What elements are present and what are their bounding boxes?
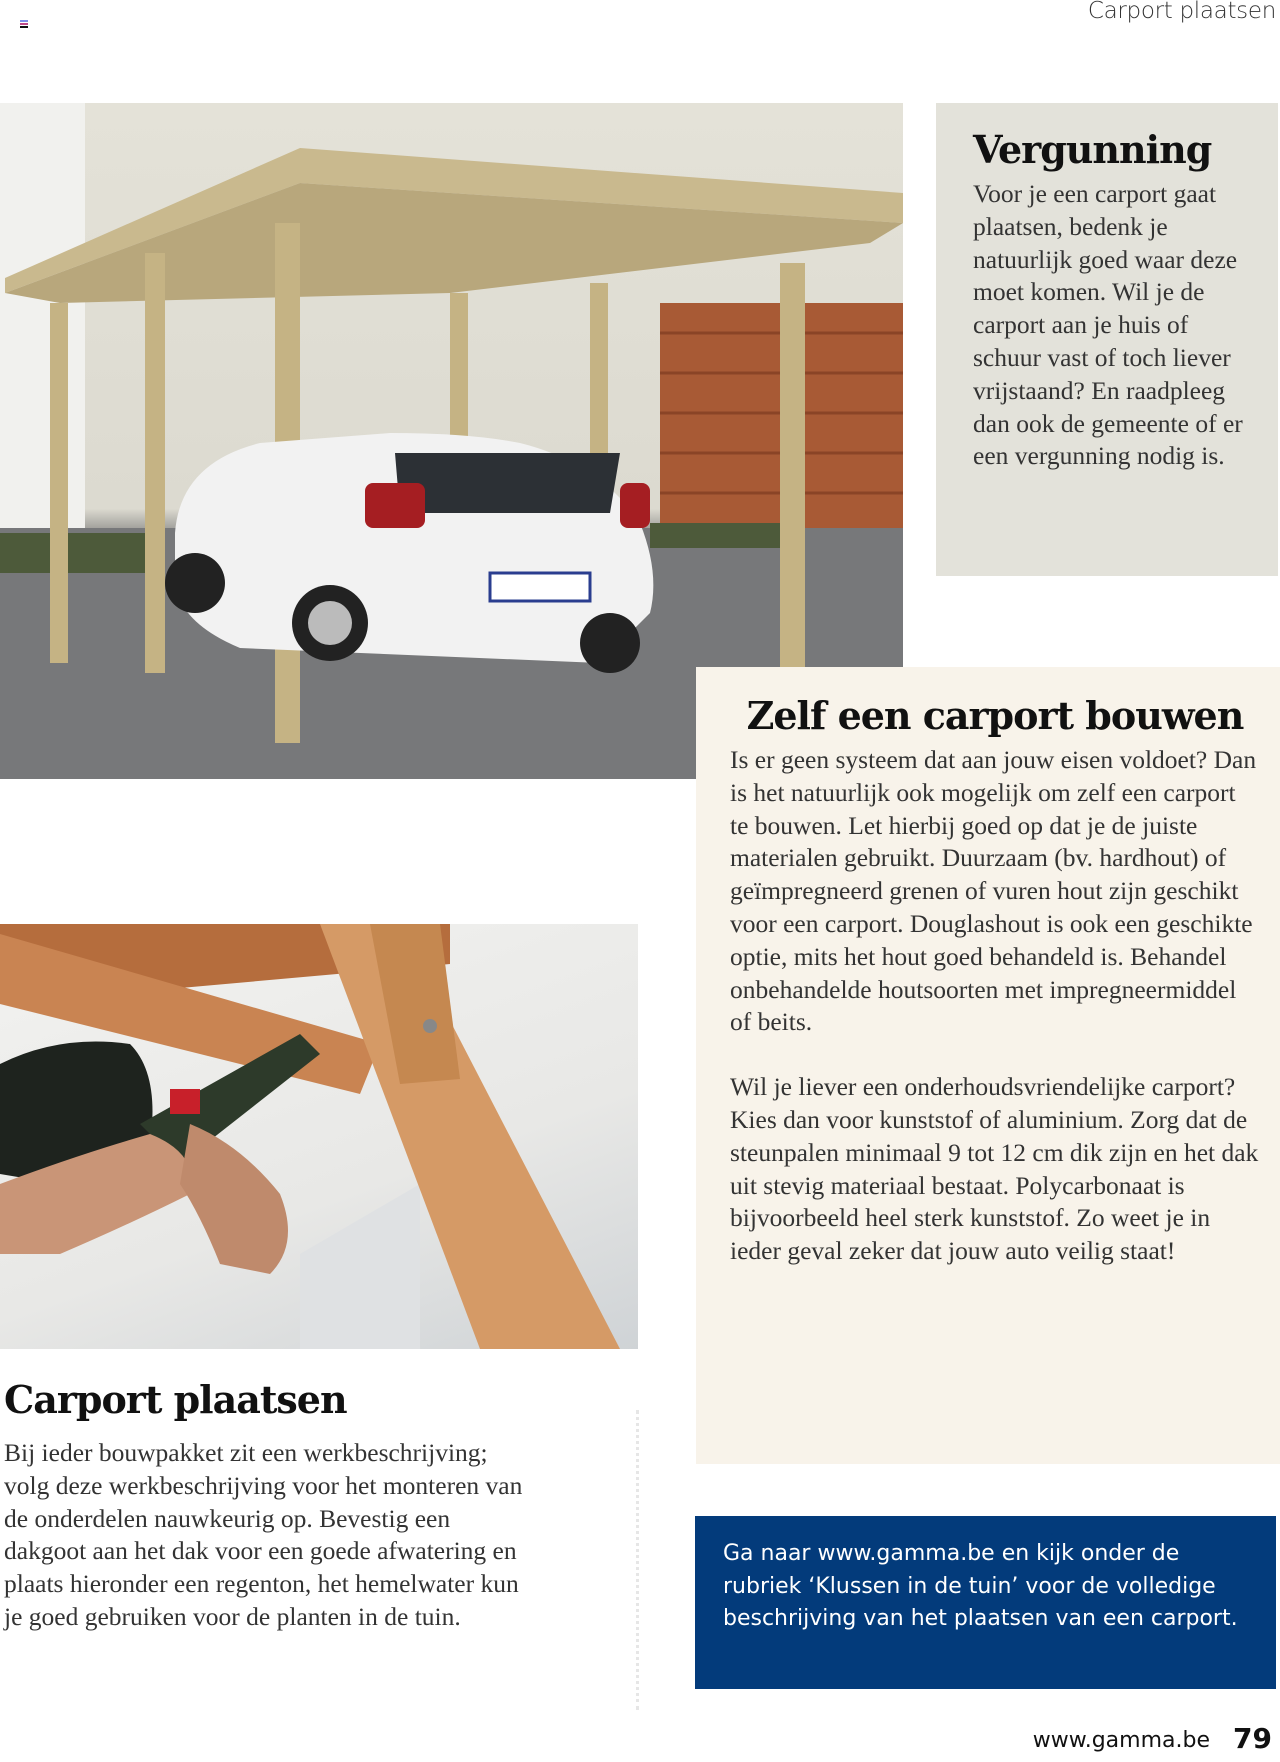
drill-photo — [0, 924, 638, 1349]
vergunning-box — [936, 103, 1278, 576]
zelf-bouwen-paragraph-1: Is er geen systeem dat aan jouw eisen voldoet? Dan is het natuurlijk ook mogelijk om zelf een carport te bouwen. Let hierbij goed op dat je de juiste materialen gebruikt. Duurzaam (bv. hardhout) of geïmpregneerd grenen of vuren hout zijn geschikt voor een carport. Douglashout is ook een geschikte optie, mits het hout goed behandeld is. Behandel onbehandelde houtsoorten met impregneermiddel of beits. — [730, 745, 1257, 1037]
page-number: 79 — [1233, 1722, 1272, 1755]
plaatsen-body: Bij ieder bouwpakket zit een werkbeschrijving; volg deze werkbeschrijving voor het monteren van de onderdelen nauwkeurig op. Bevestig een dakgoot aan het dak voor een goede afwatering en plaats hieronder een regenton, het hemelwater kun je goed gebruiken voor de planten in de tuin. — [4, 1438, 523, 1631]
footer-url-link[interactable]: www.gamma.be — [1032, 1728, 1210, 1753]
cta-text[interactable]: Ga naar www.gamma.be en kijk onder de rubriek ‘Klussen in de tuin’ voor de volledige beschrijving van het plaatsen van een carport. — [723, 1541, 1238, 1631]
vergunning-title: Vergunning — [973, 127, 1212, 172]
dotted-divider — [636, 1410, 639, 1710]
section-title: Carport plaatsen — [1087, 0, 1276, 24]
zelf-bouwen-box — [696, 667, 1280, 1464]
cta-box — [695, 1516, 1276, 1689]
zelf-bouwen-paragraph-2: Wil je liever een onderhoudsvriendelijke carport? Kies dan voor kunststof of aluminium. Zorg dat de steunpalen minimaal 9 tot 12 cm dik zijn en het dak uit stevig materiaal bestaat. Polycarbonaat is bijvoorbeeld heel sterk kunststof. Zo weet je in ieder geval zeker dat jouw auto veilig staat! — [730, 1072, 1259, 1266]
plaatsen-title: Carport plaatsen — [4, 1377, 347, 1422]
zelf-bouwen-title: Zelf een carport bouwen — [746, 693, 1244, 738]
vergunning-body: Voor je een carport gaat plaatsen, bedenk je natuurlijk goed waar deze moet komen. Wil je de carport aan je huis of schuur vast of toch liever vrijstaand? En raadpleeg dan ook de gemeente of er een vergunning nodig is. — [973, 179, 1243, 471]
page-marker-icon — [20, 20, 28, 28]
